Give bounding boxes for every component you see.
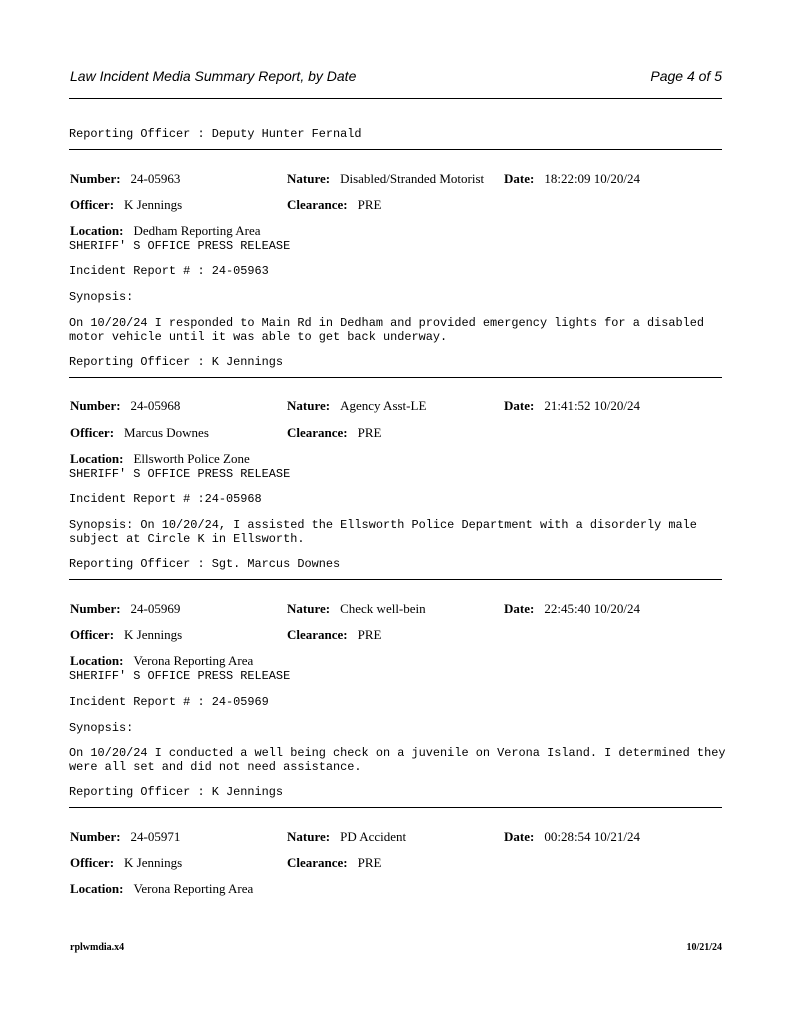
- incident-number: Number: 24-05963: [70, 171, 181, 186]
- press-release-heading: SHERIFF' S OFFICE PRESS RELEASE: [69, 467, 291, 481]
- incident-clearance: Clearance: PRE: [287, 855, 382, 870]
- report-title: Law Incident Media Summary Report, by Date: [70, 68, 357, 84]
- incident-divider: [69, 149, 722, 150]
- page-number: Page 4 of 5: [650, 68, 722, 84]
- synopsis-text: On 10/20/24 I conducted a well being check on a juvenile on Verona Island. I determined they were all set and did not need assistance.: [69, 746, 726, 774]
- incident-nature: Nature: Check well-bein: [287, 601, 426, 616]
- header-divider: [69, 98, 722, 99]
- incident-report-number: Incident Report # : 24-05969: [69, 695, 269, 709]
- footer-report-id: rplwmdia.x4: [70, 942, 125, 953]
- incident-clearance: Clearance: PRE: [287, 627, 382, 642]
- incident-number: Number: 24-05971: [70, 829, 181, 844]
- incident-report-number: Incident Report # : 24-05963: [69, 264, 269, 278]
- incident-date: Date: 21:41:52 10/20/24: [504, 398, 641, 413]
- incident-officer: Officer: K Jennings: [70, 627, 183, 642]
- prior-reporting-officer: Reporting Officer : Deputy Hunter Fernald: [69, 127, 362, 141]
- reporting-officer: Reporting Officer : K Jennings: [69, 785, 284, 799]
- synopsis-label: Synopsis:: [69, 290, 134, 304]
- incident-clearance: Clearance: PRE: [287, 197, 382, 212]
- incident-clearance: Clearance: PRE: [287, 425, 382, 440]
- synopsis-text: Synopsis: On 10/20/24, I assisted the Ellsworth Police Department with a disorderly male subject at Circle K in Ellsworth.: [69, 518, 697, 546]
- incident-date: Date: 18:22:09 10/20/24: [504, 171, 641, 186]
- incident-divider: [69, 377, 722, 378]
- incident-officer: Officer: K Jennings: [70, 197, 183, 212]
- press-release-heading: SHERIFF' S OFFICE PRESS RELEASE: [69, 239, 291, 253]
- synopsis-label: Synopsis:: [69, 721, 134, 735]
- incident-number: Number: 24-05969: [70, 601, 181, 616]
- incident-report-number: Incident Report # :24-05968: [69, 492, 262, 506]
- incident-divider: [69, 807, 722, 808]
- incident-date: Date: 22:45:40 10/20/24: [504, 601, 641, 616]
- incident-officer: Officer: Marcus Downes: [70, 425, 209, 440]
- incident-location: Location: Dedham Reporting Area: [70, 223, 261, 238]
- incident-number: Number: 24-05968: [70, 398, 181, 413]
- incident-location: Location: Ellsworth Police Zone: [70, 451, 250, 466]
- incident-divider: [69, 579, 722, 580]
- reporting-officer: Reporting Officer : K Jennings: [69, 355, 284, 369]
- reporting-officer: Reporting Officer : Sgt. Marcus Downes: [69, 557, 341, 571]
- footer-print-date: 10/21/24: [686, 942, 722, 953]
- incident-nature: Nature: Agency Asst-LE: [287, 398, 427, 413]
- incident-location: Location: Verona Reporting Area: [70, 881, 254, 896]
- incident-nature: Nature: Disabled/Stranded Motorist: [287, 171, 485, 186]
- incident-location: Location: Verona Reporting Area: [70, 653, 254, 668]
- press-release-heading: SHERIFF' S OFFICE PRESS RELEASE: [69, 669, 291, 683]
- incident-nature: Nature: PD Accident: [287, 829, 407, 844]
- incident-officer: Officer: K Jennings: [70, 855, 183, 870]
- synopsis-text: On 10/20/24 I responded to Main Rd in Dedham and provided emergency lights for a disabled motor vehicle until it was able to get back underway.: [69, 316, 705, 344]
- incident-date: Date: 00:28:54 10/21/24: [504, 829, 641, 844]
